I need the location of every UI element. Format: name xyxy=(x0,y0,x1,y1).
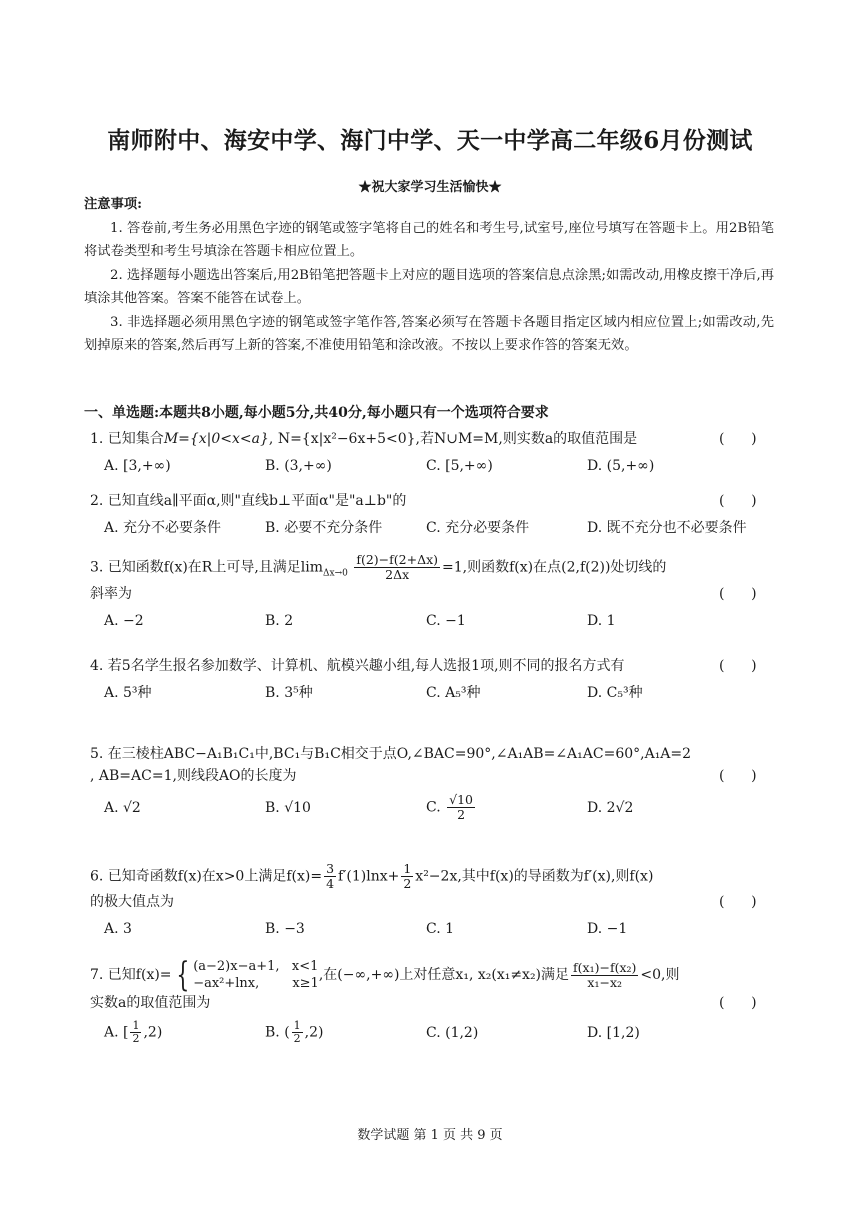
option-d: D. 1 xyxy=(587,613,616,630)
q7-frac-den: x₁−x₂ xyxy=(587,974,623,990)
option-a-prefix: A. [ xyxy=(104,1024,129,1041)
q4-stem: 4. 若5名学生报名参加数学、计算机、航模兴趣小组,每人选报1项,则不同的报名方式有 xyxy=(90,658,625,674)
answer-paren: ( ) xyxy=(719,995,757,1011)
option-c-num: √10 xyxy=(449,792,473,807)
half-num: 1 xyxy=(293,1019,301,1032)
q7-frac-num: f(x₁)−f(x₂) xyxy=(573,959,637,975)
q3-stem-c: 斜率为 xyxy=(90,586,132,603)
option-d: D. −1 xyxy=(587,921,628,937)
option-c: C. 1 xyxy=(426,921,455,937)
answer-paren: ( ) xyxy=(719,431,757,447)
q7-stem-c: <0,则 xyxy=(640,967,680,983)
option-a: A. −2 xyxy=(104,613,144,630)
option-b-suffix: ,2) xyxy=(304,1024,324,1041)
q7-stem-d: 实数a的取值范围为 xyxy=(90,995,211,1011)
q3-fraction xyxy=(354,553,440,582)
q6-stem-b: x²−2x,其中f(x)的导函数为f′(x),则f(x) xyxy=(415,868,654,885)
option-d: D. 2√2 xyxy=(587,799,634,816)
option-a-fraction xyxy=(130,1020,141,1045)
option-c-prefix: C. xyxy=(426,799,446,816)
option-b: B. 2 xyxy=(265,613,294,630)
half-den: 2 xyxy=(293,1032,301,1045)
notes-heading: 注意事项: xyxy=(84,197,143,212)
option-d: D. C₅³种 xyxy=(587,685,643,701)
option-b-fraction xyxy=(292,1020,303,1045)
option-d: D. (5,+∞) xyxy=(587,458,655,474)
answer-paren: ( ) xyxy=(719,586,757,603)
option-d: D. [1,2) xyxy=(587,1024,640,1041)
q6-fraction-2 xyxy=(401,862,413,891)
page-footer: 数学试题 第 1 页 共 9 页 xyxy=(357,1128,503,1143)
q1-stem-c: , N={x|x²−6x+5<0},若N∪M=M,则实数a的取值范围是 xyxy=(268,431,638,447)
option-b: B. 必要不充分条件 xyxy=(265,520,383,536)
option-c-fraction xyxy=(447,793,475,822)
q6-fraction-1 xyxy=(324,862,336,891)
question-7 xyxy=(90,955,775,1045)
option-c: C. (1,2) xyxy=(426,1024,479,1041)
option-b-prefix: B. ( xyxy=(265,1024,290,1041)
q6-stem-c: 的极大值点为 xyxy=(90,894,174,910)
note-item: 1. 答卷前,考生务必用黑色字迹的钢笔或签字笔将自己的姓名和考生号,试室号,座位号填写在答题卡上。用2B铅笔将试卷类型和考生号填涂在答题卡相应位置上。 xyxy=(84,220,774,259)
option-c: C. A₅³种 xyxy=(426,685,481,701)
question-6 xyxy=(90,862,775,939)
q2-stem: 2. 已知直线a∥平面α,则"直线b⊥平面α"是"a⊥b"的 xyxy=(90,493,407,509)
q6-stem-a: 6. 已知奇函数f(x)在x>0上满足f(x)= xyxy=(90,868,323,885)
option-a: A. √2 xyxy=(104,799,141,816)
exam-title: 南师附中、海安中学、海门中学、天一中学高二年级6月份测试 xyxy=(107,127,753,154)
notes-section xyxy=(84,193,774,358)
section-title: 一、单选题:本题共8小题,每小题5分,共40分,每小题只有一个选项符合要求 xyxy=(84,405,549,421)
q3-stem-b: =1,则函数f(x)在点(2,f(2))处切线的 xyxy=(442,559,667,576)
question-4 xyxy=(90,655,775,703)
option-b: B. 3⁵种 xyxy=(265,685,313,701)
option-c: C. −1 xyxy=(426,613,466,630)
option-b: B. √10 xyxy=(265,799,311,816)
q5-stem-b: , AB=AC=1,则线段AO的长度为 xyxy=(90,768,297,784)
q6-mid: f′(1)lnx+ xyxy=(338,868,400,885)
q7-piecewise xyxy=(193,958,319,992)
brace-icon: { xyxy=(175,955,189,995)
q7-stem-a: 7. 已知f(x)= xyxy=(90,967,172,983)
question-1 xyxy=(90,428,775,476)
q7-piece-2: −ax²+lnx, x≥1 xyxy=(193,976,319,991)
question-5 xyxy=(90,743,775,822)
half-num: 1 xyxy=(132,1019,140,1032)
q5-stem-a: 5. 在三棱柱ABC−A₁B₁C₁中,BC₁与B₁C相交于点O,∠BAC=90°,∠A₁AB=∠A₁AC=60°,A₁A=2 xyxy=(90,746,692,762)
option-a xyxy=(104,1020,265,1045)
answer-paren: ( ) xyxy=(719,894,757,910)
q6-frac1-den: 4 xyxy=(326,876,335,891)
option-b xyxy=(265,1020,426,1045)
option-a: A. 充分不必要条件 xyxy=(104,520,222,536)
q3-frac-den: 2Δx xyxy=(385,567,410,582)
q6-frac1-num: 3 xyxy=(326,861,335,876)
option-d: D. 既不充分也不必要条件 xyxy=(587,520,747,536)
q7-fraction xyxy=(571,961,638,990)
option-a: A. 5³种 xyxy=(104,685,152,701)
exam-subtitle: ★祝大家学习生活愉快★ xyxy=(358,180,502,195)
note-item: 3. 非选择题必须用黑色字迹的钢笔或签字笔作答,答案必须写在答题卡各题目指定区域内相应位置上;如需改动,先划掉原来的答案,然后再写上新的答案,不准使用铅笔和涂改液。不按以上要求作答的答案无效。 xyxy=(84,314,774,353)
option-a: A. 3 xyxy=(104,921,132,937)
q3-stem-a: 3. 已知函数f(x)在R上可导,且满足lim xyxy=(90,559,324,576)
question-2 xyxy=(90,490,775,538)
q7-piece-1: (a−2)x−a+1, x<1 xyxy=(193,959,319,974)
q3-lim-sub: Δx→0 xyxy=(323,568,348,579)
answer-paren: ( ) xyxy=(719,658,757,674)
answer-paren: ( ) xyxy=(719,768,757,784)
half-den: 2 xyxy=(132,1032,140,1045)
option-c xyxy=(426,793,587,822)
option-a-suffix: ,2) xyxy=(143,1024,163,1041)
option-c: C. 充分必要条件 xyxy=(426,520,530,536)
q1-stem-a: 1. 已知集合 xyxy=(90,431,164,447)
option-b: B. −3 xyxy=(265,921,305,937)
q3-frac-num: f(2)−f(2+Δx) xyxy=(356,552,439,567)
q6-frac2-num: 1 xyxy=(403,861,412,876)
note-item: 2. 选择题每小题选出答案后,用2B铅笔把答题卡上对应的题目选项的答案信息点涂黑;如需改动,用橡皮擦干净后,再填涂其他答案。答案不能答在试卷上。 xyxy=(84,267,774,306)
q6-frac2-den: 2 xyxy=(403,876,412,891)
question-3 xyxy=(90,553,775,631)
q7-stem-b: ,在(−∞,+∞)上对任意x₁, x₂(x₁≠x₂)满足 xyxy=(318,967,570,983)
answer-paren: ( ) xyxy=(719,493,757,509)
q1-stem-b: M={x|0<x<a} xyxy=(163,431,269,447)
option-a: A. [3,+∞) xyxy=(104,458,171,474)
option-b: B. (3,+∞) xyxy=(265,458,332,474)
option-c-den: 2 xyxy=(457,807,466,822)
option-c: C. [5,+∞) xyxy=(426,458,493,474)
